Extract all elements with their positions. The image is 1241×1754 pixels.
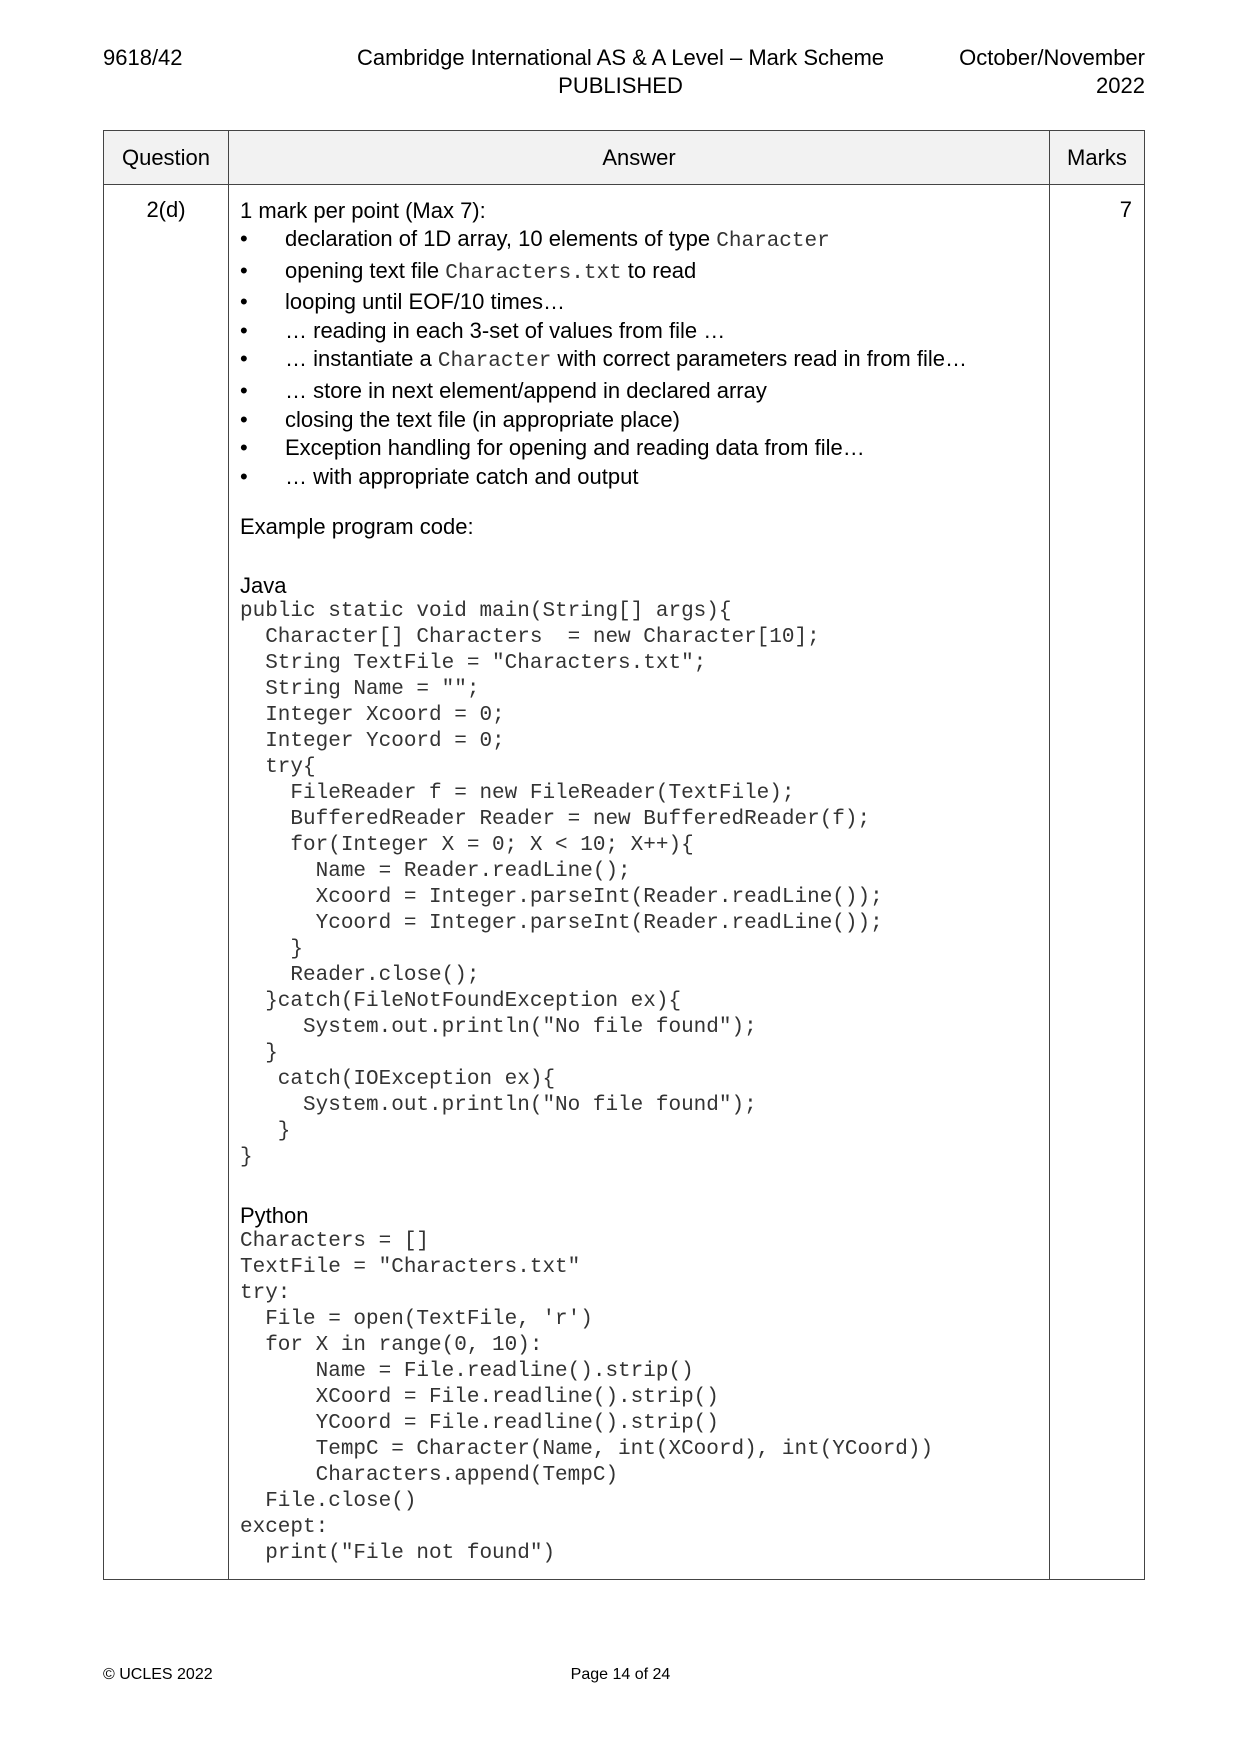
java-label: Java	[240, 573, 287, 599]
point-text: looping until EOF/10 times…	[285, 289, 566, 315]
marking-intro: 1 mark per point (Max 7):	[240, 198, 486, 223]
point-text: … reading in each 3-set of values from file …	[285, 317, 726, 343]
point-text-after: to read	[621, 257, 697, 283]
header-question: Question	[104, 131, 229, 185]
title-line-1: Cambridge International AS & A Level – Mark Scheme	[356, 45, 885, 70]
session-line-1: October/November	[959, 45, 1145, 70]
bullet-icon: •	[240, 435, 248, 461]
marking-points	[240, 225, 1039, 491]
marking-point	[240, 225, 1039, 257]
bullet-icon: •	[240, 289, 248, 315]
point-text: closing the text file (in appropriate place)	[285, 406, 680, 432]
marking-point	[240, 317, 1039, 346]
python-code-block: Characters = [] TextFile = "Characters.txt" try: File = open(TextFile, 'r') for X in range(0, 10): Name = File.readline().strip() XCoord = File.readline().strip() YCoord = File.readline().strip() TempC = Character(Name, int(XCoord), int(YCoord)) Characters.append(TempC) File.close() except: print("File not found")	[240, 1230, 934, 1566]
marking-point	[240, 406, 1039, 435]
session-line-2: 2022	[1096, 73, 1145, 98]
marking-point	[240, 345, 1039, 377]
header-answer: Answer	[229, 131, 1050, 185]
marking-point	[240, 434, 1039, 463]
bullet-icon: •	[240, 257, 248, 283]
point-text: … with appropriate catch and output	[285, 463, 639, 489]
point-code: Character	[716, 230, 830, 253]
table-header-row	[104, 131, 1145, 185]
page-number: Page 14 of 24	[570, 1666, 671, 1683]
point-code: Characters.txt	[445, 261, 622, 285]
example-label: Example program code:	[240, 514, 474, 540]
bullet-icon: •	[240, 317, 248, 343]
table-row	[104, 185, 1145, 1580]
point-text: declaration of 1D array, 10 elements of type	[285, 226, 717, 251]
paper-code: 9618/42	[103, 45, 183, 70]
exam-session	[959, 44, 1145, 100]
marking-point	[240, 257, 1039, 289]
question-number: 2(d)	[104, 185, 229, 1580]
marking-point	[240, 463, 1039, 492]
marks-value: 7	[1050, 185, 1145, 1580]
point-code: Character	[437, 350, 552, 374]
point-text: … store in next element/append in declared array	[285, 377, 767, 403]
header-marks: Marks	[1050, 131, 1145, 185]
marking-point	[240, 288, 1039, 317]
copyright: © UCLES 2022	[103, 1666, 213, 1683]
bullet-icon: •	[240, 463, 248, 489]
bullet-icon: •	[240, 406, 248, 432]
marking-point	[240, 377, 1039, 406]
bullet-icon: •	[240, 346, 248, 372]
bullet-icon: •	[240, 226, 248, 251]
point-text: Exception handling for opening and reading data from file…	[285, 435, 865, 461]
title-line-2: PUBLISHED	[558, 73, 683, 98]
mark-scheme-table	[103, 130, 1145, 1580]
python-label: Python	[240, 1203, 309, 1229]
point-text-after: with correct parameters read in from file…	[551, 346, 967, 372]
answer-cell	[229, 185, 1050, 1580]
point-text: opening text file	[285, 257, 446, 283]
java-code-block: public static void main(String[] args){ Character[] Characters = new Character[10]; String TextFile = "Characters.txt"; String Name = ""; Integer Xcoord = 0; Integer Ycoord = 0; try{ FileReader f = new FileReader(TextFile); BufferedReader Reader = new BufferedReader(f); for(Integer X = 0; X < 10; X++){ Name = Reader.readLine(); Xcoord = Integer.parseInt(Reader.readLine()); Ycoord = Integer.parseInt(Reader.readLine()); } Reader.close(); }catch(FileNotFoundException ex){ System.out.println("No file found"); } catch(IOException ex){ System.out.println("No file found"); } }	[240, 600, 883, 1170]
point-text: … instantiate a	[285, 346, 438, 372]
bullet-icon: •	[240, 377, 248, 403]
